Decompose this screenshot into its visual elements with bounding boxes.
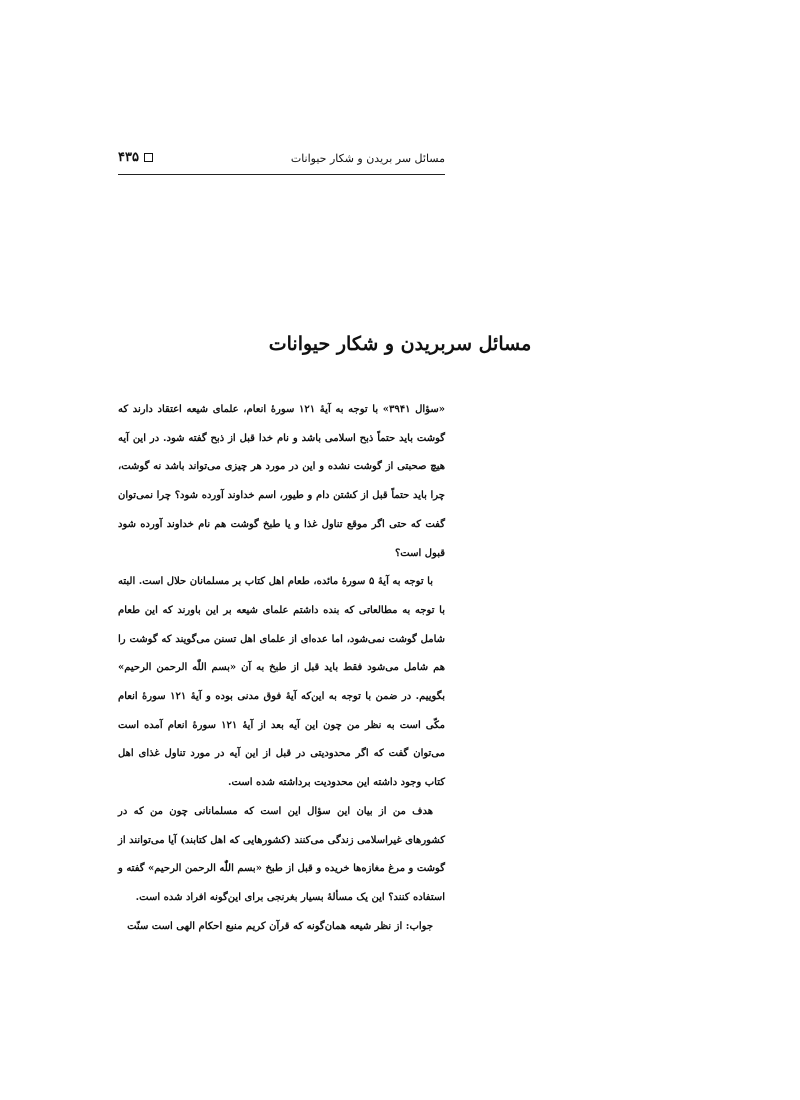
answer-text: از نظر شیعه همان‌گونه که قرآن کریم منبع احکام الهی است سنّت — [127, 920, 406, 932]
page-number: ۴۳۵ — [118, 150, 139, 165]
question-paragraph: «سؤال ۳۹۴۱» با توجه به آیهٔ ۱۲۱ سورهٔ انعام، علمای شیعه اعتقاد دارند که گوشت باید حتماً ذبح اسلامی باشد و نام خدا قبل از ذبح گفته شود. در این آیه هیچ صحبتی از گوشت نشده و این در مورد هر چیزی می‌تواند باشد نه گوشت، چرا باید حتماً قبل از کشتن دام و طیور، اسم خداوند آورده شود؟ چرا نمی‌توان گفت که حتی اگر موقع تناول غذا و یا طبخ گوشت هم نام خداوند آورده شود قبول است؟ — [118, 404, 445, 559]
running-header — [118, 148, 445, 175]
answer-label: جواب: — [405, 920, 433, 932]
answer-paragraph — [118, 913, 445, 942]
question-paragraph-3: هدف من از بیان این سؤال این است که مسلمانانی چون من که در کشورهای غیراسلامی زندگی می‌کنند (کشورهایی که اهل کتابند) آیا می‌توانند از گوشت و مرغ مغازه‌ها خریده و قبل از طبخ «بسم اللّٰه الرحمن الرحیم» گفته و استفاده کنند؟ این یک مسألهٔ بسیار بغرنجی برای این‌گونه افراد شده است. — [118, 805, 445, 903]
body-text — [118, 396, 445, 941]
square-bullet-icon — [144, 153, 153, 162]
page-number-group — [118, 150, 153, 165]
chapter-title: مسائل سربریدن و شکار حیوانات — [268, 333, 532, 355]
running-title: مسائل سر بریدن و شکار حیوانات — [290, 152, 445, 165]
question-paragraph-2: با توجه به آیهٔ ۵ سورهٔ مائده، طعام اهل کتاب بر مسلمانان حلال است. البته با توجه به مطالعاتی که بنده داشتم علمای شیعه بر این باورند که این طعام شامل گوشت نمی‌شود، اما عده‌ای از علمای اهل تسنن می‌گویند که گوشت را هم شامل می‌شود فقط باید قبل از طبخ به آن «بسم اللّٰه الرحمن الرحیم» بگوییم. در ضمن با توجه به این‌که آیهٔ فوق مدنی بوده و آیهٔ ۱۲۱ سورهٔ انعام مکّی است به نظر من چون این آیه بعد از آیهٔ ۱۲۱ سورهٔ انعام آمده است می‌توان گفت که اگر محدودیتی در قبل از این آیه در مورد تناول غذای اهل کتاب وجود داشته این محدودیت برداشته شده است. — [118, 576, 446, 789]
